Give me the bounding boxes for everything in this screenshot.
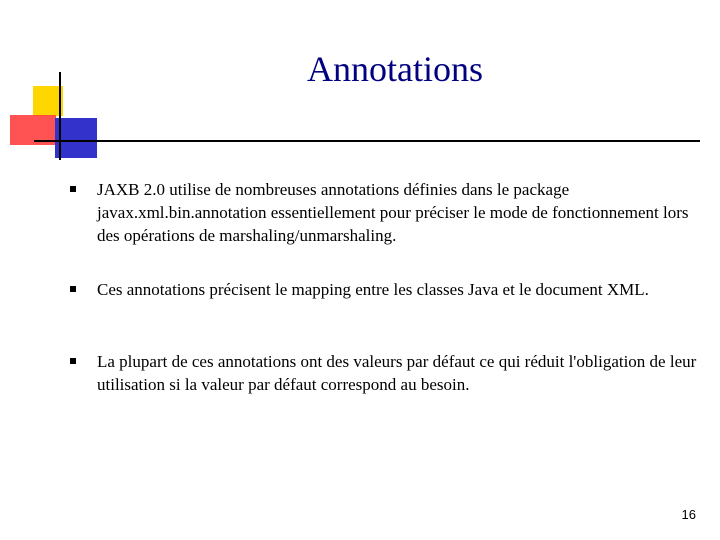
title-underline xyxy=(34,140,700,142)
bullet-marker-icon xyxy=(70,186,76,192)
bullet-text: Ces annotations précisent le mapping entre les classes Java et le document XML. xyxy=(97,280,649,299)
bullet-marker-icon xyxy=(70,358,76,364)
slide-title: Annotations xyxy=(307,49,483,89)
logo-yellow-square xyxy=(33,86,63,116)
page-number: 16 xyxy=(681,507,696,522)
bullet-text: La plupart de ces annotations ont des valeurs par défaut ce qui réduit l'obligation de leur utilisation si la valeur par défaut correspond au besoin. xyxy=(97,352,697,394)
bullet-text: JAXB 2.0 utilise de nombreuses annotations définies dans le package javax.xml.bin.annotation essentiellement pour préciser le mode de fonctionnement lors des opérations de marshaling/unmarshaling. xyxy=(97,180,689,245)
decorative-logo xyxy=(0,0,110,170)
logo-blue-square xyxy=(55,118,97,158)
bullet-marker-icon xyxy=(70,286,76,292)
